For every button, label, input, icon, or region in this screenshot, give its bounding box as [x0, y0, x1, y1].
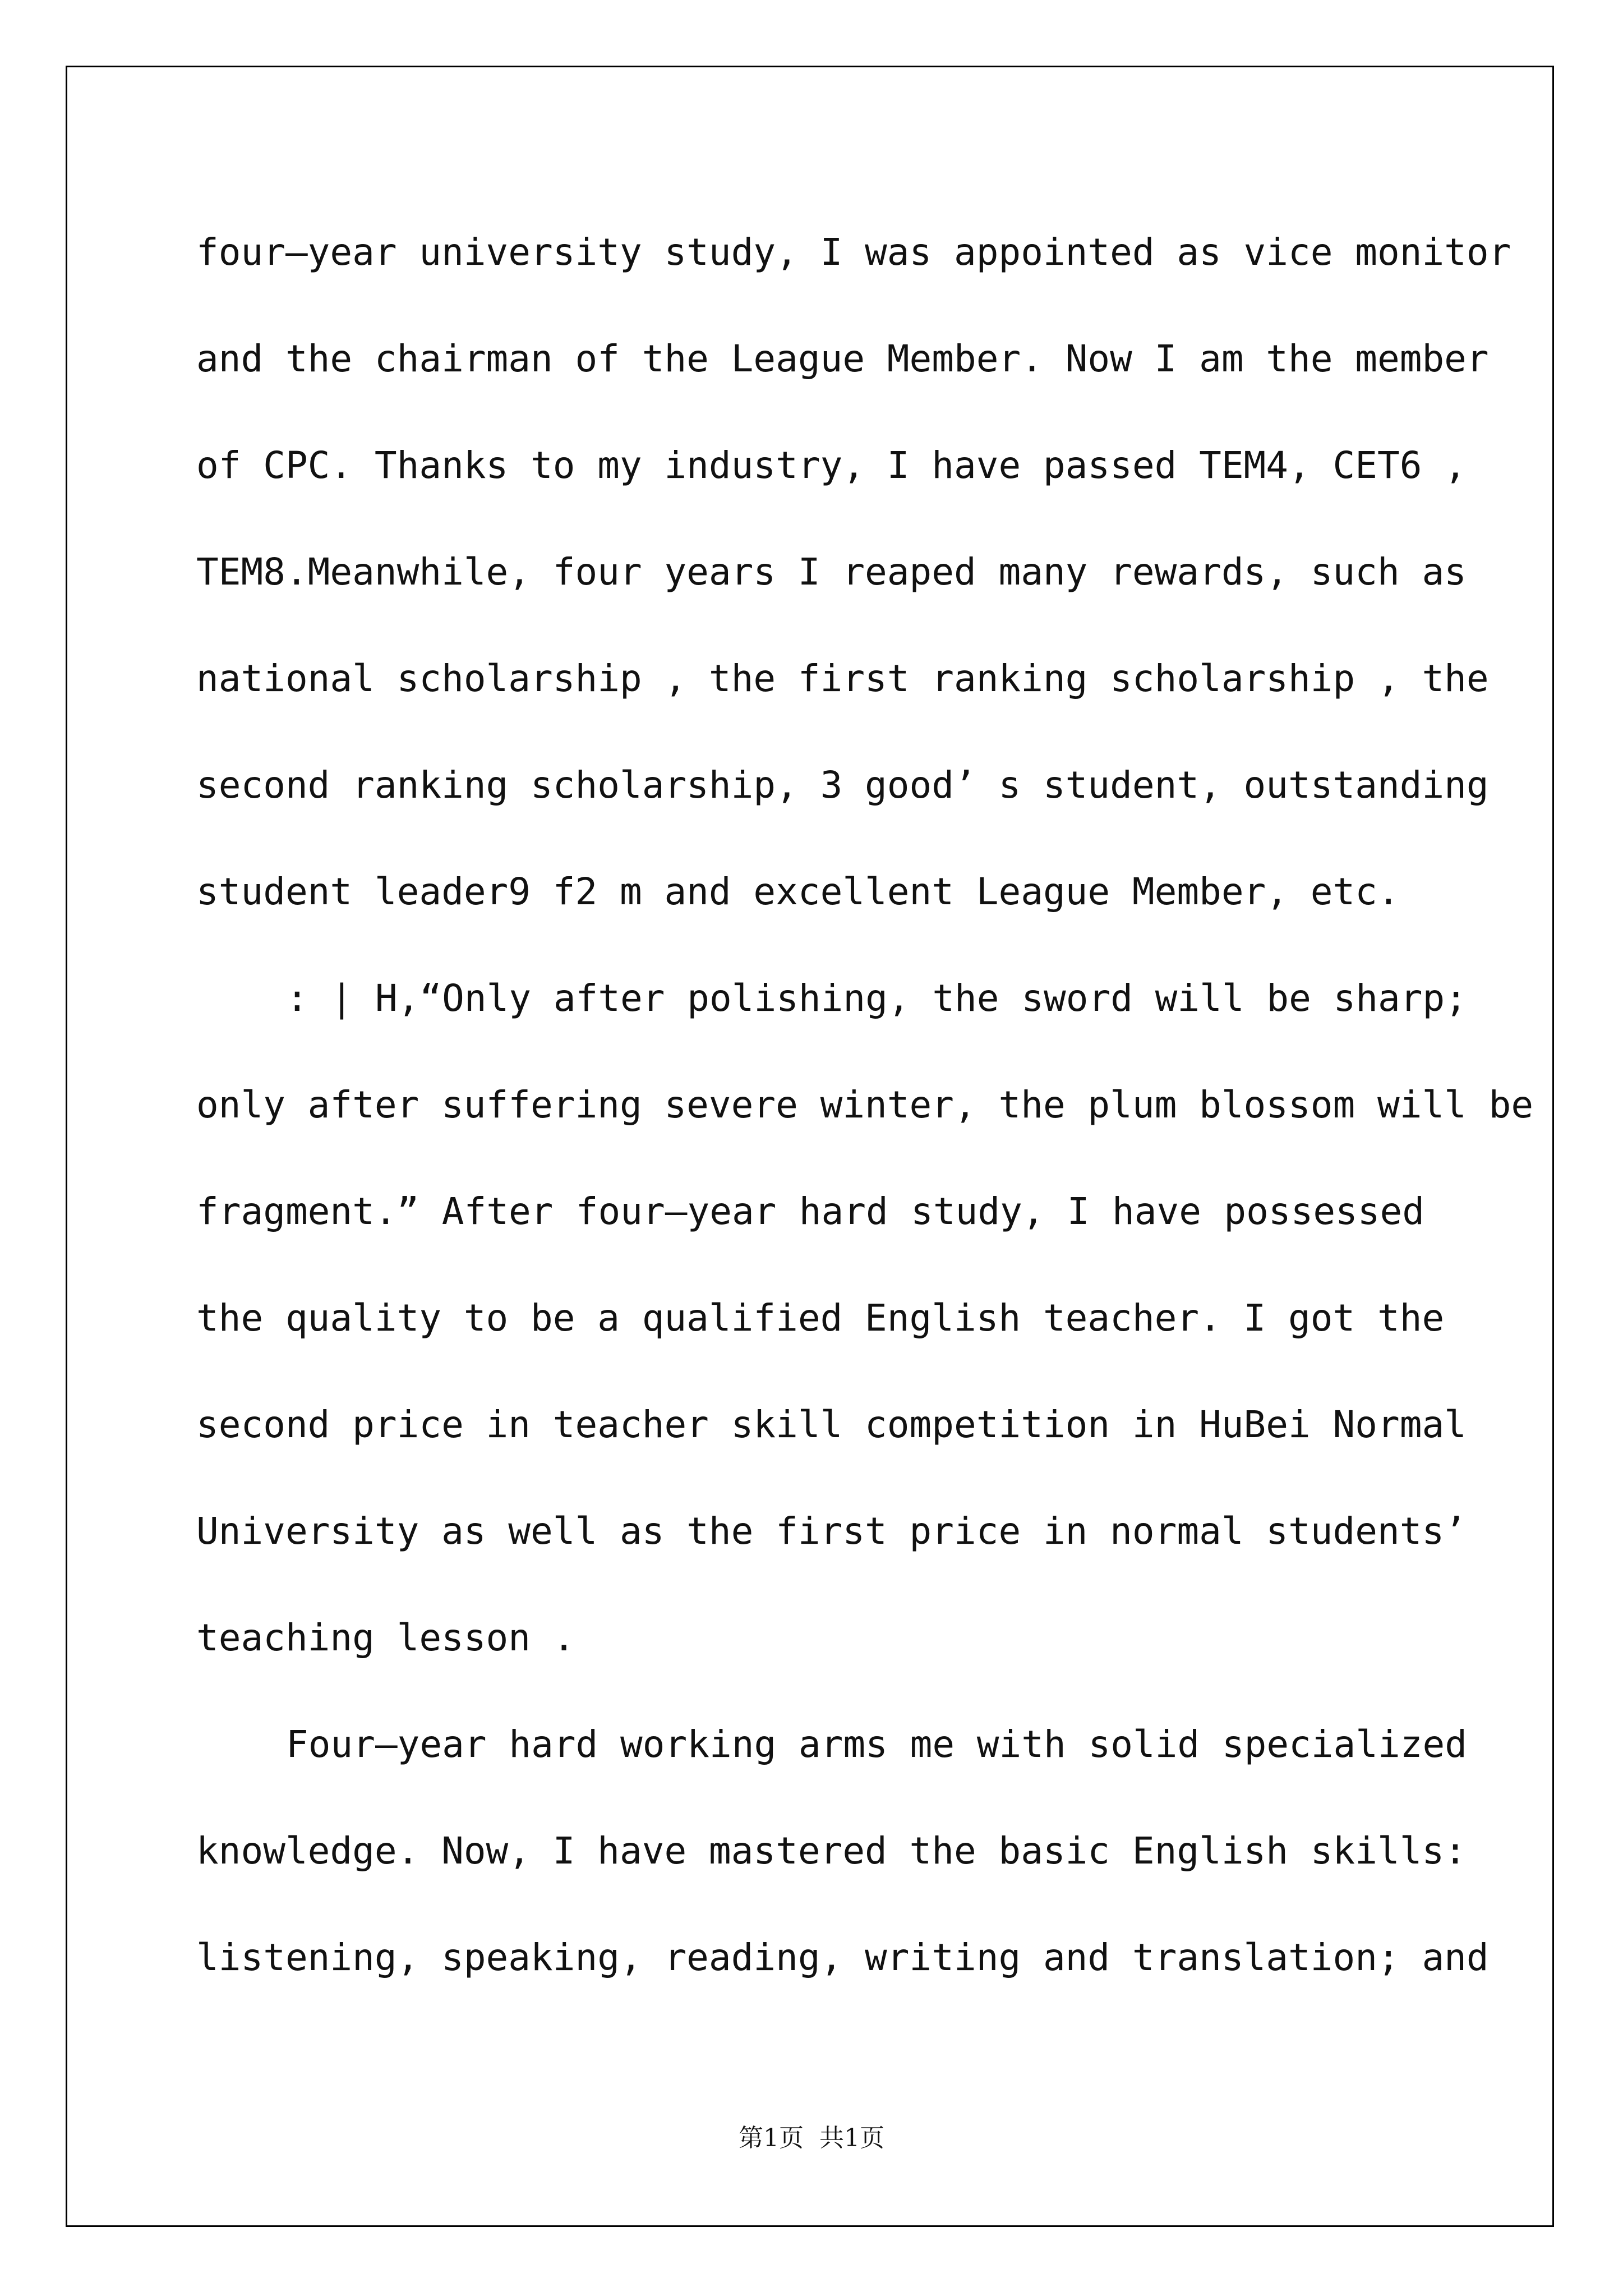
text-line: the quality to be a qualified English teacher. I got the — [196, 1296, 1445, 1340]
text-line: and the chairman of the League Member. Now I am the member — [196, 337, 1489, 380]
text-line: student leader9 f2 m and excellent League Member, etc. — [196, 870, 1400, 913]
text-line: listening, speaking, reading, writing and translation; and — [196, 1936, 1489, 1979]
page-footer: 第1页 共1页 — [739, 2124, 884, 2152]
document-body — [196, 199, 1534, 2011]
text-line: national scholarship , the first ranking scholarship , the — [196, 657, 1489, 700]
text-line: of CPC. Thanks to my industry, I have passed TEM4, CET6 , — [196, 444, 1467, 487]
text-line: knowledge. Now, I have mastered the basic English skills: — [196, 1829, 1467, 1872]
text-line: only after suffering severe winter, the plum blossom will be — [196, 1083, 1534, 1126]
text-line: TEM8.Meanwhile, four years I reaped many rewards, such as — [196, 550, 1467, 593]
text-line: second price in teacher skill competition in HuBei Normal — [196, 1403, 1467, 1446]
text-line: : | H,“Only after polishing, the sword will be sharp; — [286, 977, 1467, 1020]
text-line: fragment.” After four—year hard study, I have possessed — [196, 1190, 1424, 1233]
text-line: University as well as the first price in normal students’ — [196, 1510, 1467, 1553]
text-line: teaching lesson . — [196, 1616, 575, 1659]
text-line: second ranking scholarship, 3 good’ s student, outstanding — [196, 763, 1489, 807]
text-line: Four—year hard working arms me with solid specialized — [286, 1723, 1467, 1766]
text-line: four—year university study, I was appointed as vice monitor — [196, 231, 1511, 274]
